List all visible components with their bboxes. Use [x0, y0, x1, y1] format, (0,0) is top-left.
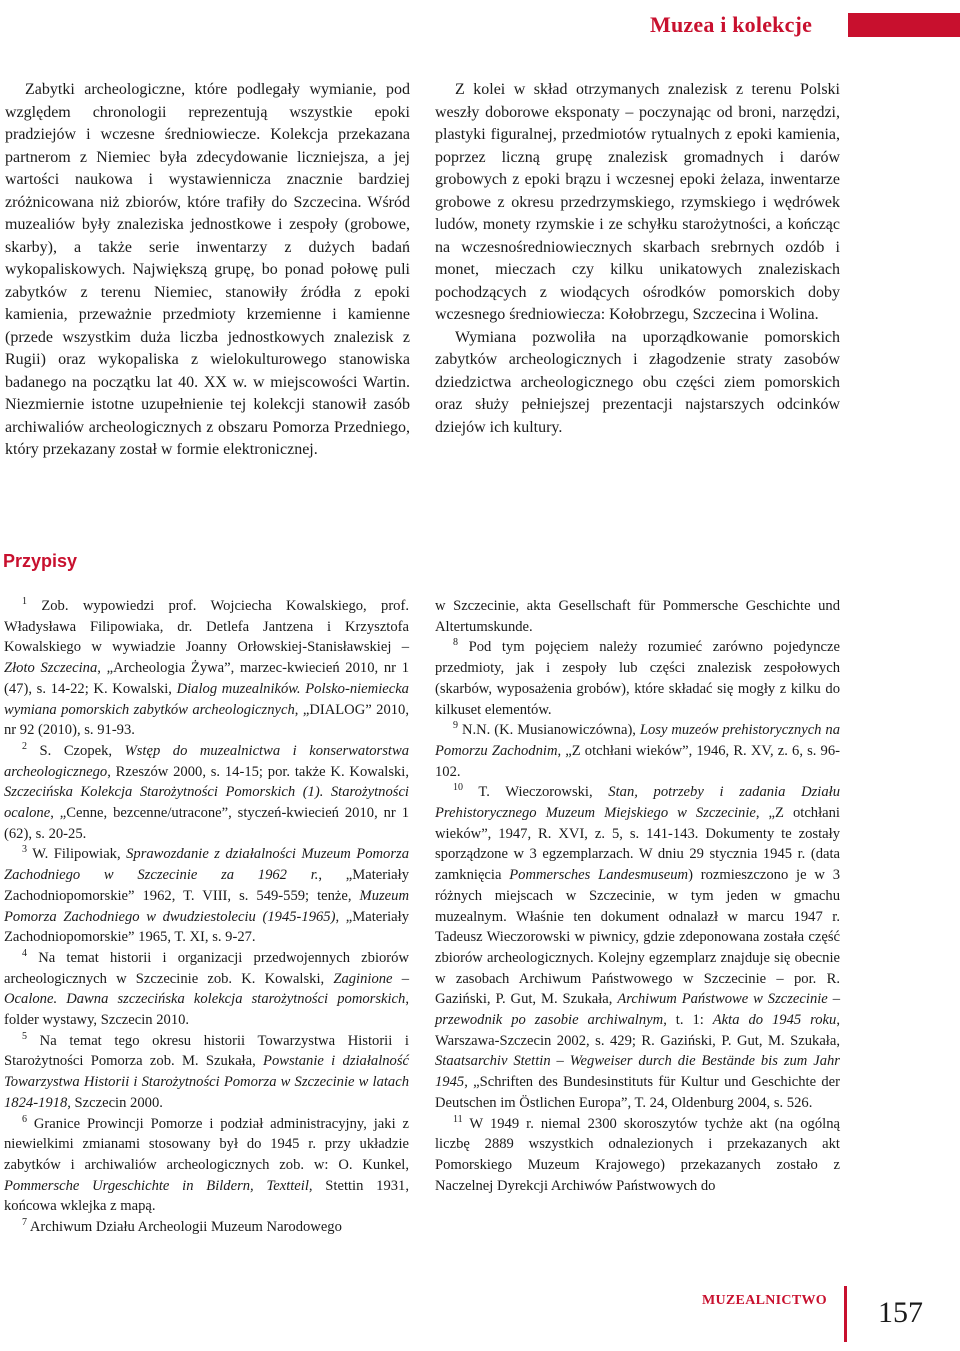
- footnote-text: ) rozmieszczono je w 3 różnych miejscach w Szczecinie, w tym jeden w gmachu muzealnym. Właśnie ten dokument odnalazł w marcu 1947 r. Tadeusz Wieczorowski w piwnicy, gdzie zdeponowana została część zbiorów archeologicznych. Kolejny egzemplarz znajduje się obecnie w zasobach Archiwum Państwowego w Szczecinie – por. R. Gaziński, P. Gut, M. Szukała,: [435, 867, 840, 1008]
- footnote: [4, 1114, 409, 1218]
- footnote-number: 7: [22, 1217, 27, 1229]
- footnote-title: Zaginione – Ocalone. Dawna szczecińska kolekcja starożytności pomorskich: [4, 970, 409, 1008]
- footnote-title: Pommersche Urgeschichte in Bildern, Textteil: [4, 1177, 309, 1194]
- footnote-number: 11: [453, 1113, 463, 1125]
- footnote-text: w Szczecinie, akta Gesellschaft für Pommersche Geschichte und Altertumskunde.: [435, 598, 840, 635]
- footnote-title: Losy muzeów prehistorycznych na Pomorzu Zachodnim: [435, 722, 840, 759]
- footnote-number: 2: [22, 741, 27, 753]
- footnote-text: , Szczecin 2000.: [67, 1094, 163, 1111]
- footnote: [4, 948, 409, 1031]
- section-header: [650, 10, 960, 40]
- footnote-title: Złoto Szczecina: [4, 660, 98, 677]
- footnote-number: 8: [453, 637, 458, 649]
- footnote-text: , „Materiały Zachodniopomorskie” 1965, T. XI, s. 9-27.: [4, 908, 409, 946]
- footnote-text: W 1949 r. niemal 2300 skoroszytów tychże akt (na ogólną liczbę 2889 wszystkich odnalezionych i przekazanych akt Pomorskiego Muzeum Krajowego) przekazanych zostało z Naczelnej Dyrekcji Archiwów Państwowych do: [435, 1115, 840, 1194]
- footnote: [4, 596, 409, 741]
- footnote-text: T. Wieczorowski,: [478, 784, 609, 801]
- footnote-text: , „DIALOG” 2010, nr 92 (2010), s. 91-93.: [4, 701, 409, 739]
- footnote-number: 4: [22, 948, 27, 960]
- footnote-number: 10: [453, 782, 463, 794]
- footnote: [435, 720, 840, 782]
- footnote-number: 5: [22, 1030, 27, 1042]
- footnotes-column-left: [4, 596, 409, 1238]
- footnote-text: Zob. wypowiedzi prof. Wojciecha Kowalskiego, prof. Władysława Filipowiaka, dr. Detlefa Jantzena i Krzysztofa Kowalskiego w wywiadzie Joanny Orłowskiej-Stanisławskiej –: [4, 598, 409, 656]
- body-paragraph: Zabytki archeologiczne, które podlegały wymianie, pod względem chronologii reprezentują wszystkie epoki pradziejów i wczesne średniowiecze. Kolekcja przekazana partnerom z Niemiec była zdecydowanie liczniejsza, a jej wartości naukowa i wystawiennicza znacznie bardziej zróżnicowana niż zbiorów, które trafiły do Szczecina. Wśród muzealiów były znaleziska jednostkowe i zespoły (grobowe, skarby), a także serie inwentarzy z dużych badań wykopaliskowych. Największą grupę, bo ponad połowę puli zabytków z terenu Niemiec, stanowiły źródła z epoki kamienia, przeważnie przedmioty krzemienne i kamienne (przede wszystkim duża liczba jednostkowych znalezisk z Rugii) oraz wykopaliska z wielokulturowego stanowiska badanego na początku lat 40. XX w. w miejscowości Wartin. Niezmiernie istotne uzupełnienie tej kolekcji stanowił zasób archiwaliów archeologicznych z obszaru Pomorza Przedniego, który przekazany został w formie elektronicznej.: [5, 81, 410, 458]
- footnote: [435, 596, 840, 637]
- footnotes-heading: Przypisy: [3, 551, 78, 571]
- footnote-text: , „Z otchłani wieków”, 1947, R. XVI, z. 5, s. 141-143. Dokumenty te zostały sporządzone w 3 egzemplarzach. W dniu 29 stycznia 1945 r. (data zamknięcia: [435, 805, 840, 884]
- footnote-text: , Warszawa-Szczecin 2002, s. 429; R. Gaziński, P. Gut, M. Szukała,: [435, 1012, 840, 1049]
- footnote-text: N.N. (K. Musianowiczówna),: [461, 722, 640, 739]
- footnote-text: , „Z otchłani wieków”, 1946, R. XV, z. 6, s. 96-102.: [435, 742, 840, 780]
- footnote: [4, 1217, 409, 1238]
- section-title: Muzea i kolekcje: [650, 12, 813, 37]
- body-paragraph: Wymiana pozwoliła na uporządkowanie pomorskich zabytków archeologicznych i złagodzenie straty zasobów dziedzictwa archeologicznego obu części ziem pomorskich oraz służy pełniejszej prezentacji najstarszych odcinków dziejów ich kultury.: [435, 328, 840, 436]
- footnote-text: , „Schriften des Bundesinstituts für Kultur und Geschichte der Deutschen im Östlichen Europa”, T. 24, Oldenburg 2004, s. 526.: [435, 1074, 840, 1111]
- footnote: [4, 1031, 409, 1114]
- footnote-text: Na temat tego okresu historii Towarzystwa Historii i Starożytności Pomorza zob. M. Szukała,: [4, 1032, 409, 1070]
- section-color-bar: [848, 13, 960, 37]
- footnote-text: , folder wystawy, Szczecin 2010.: [4, 991, 409, 1029]
- footnote-text: Na temat historii i organizacji przedwojennych zbiorów archeologicznych w Szczecinie zob. K. Kowalski,: [4, 949, 409, 987]
- footnote-text: S. Czopek,: [39, 742, 125, 759]
- footnote-number: 9: [453, 720, 458, 732]
- footnote-text: Archiwum Działu Archeologii Muzeum Narodowego: [29, 1219, 342, 1236]
- footnote: [4, 844, 409, 948]
- footnote-title: Wstęp do muzealnictwa i konserwatorstwa archeologicznego: [4, 742, 409, 780]
- footnote-number: 1: [22, 596, 27, 608]
- footnote-text: W. Filipowiak,: [32, 846, 127, 863]
- footnote-text: , „Materiały Zachodniopomorskie” 1962, T. VIII, s. 549-559; tenże,: [4, 867, 409, 904]
- footnote-title: Szczecińska Kolekcja Starożytności Pomorskich (1). Starożytności ocalone: [4, 784, 409, 822]
- footer-divider: [844, 1286, 847, 1342]
- footnote: [435, 1114, 840, 1197]
- footnote-number: 3: [22, 844, 27, 856]
- footnote-title: Powstanie i działalność Towarzystwa Historii i Starożytności Pomorza w Szczecinie w latach 1824-1918: [4, 1053, 410, 1111]
- footnote-title: Archiwum Państwowe w Szczecinie – przewodnik po zasobie archiwalnym: [435, 991, 840, 1029]
- footnote-text: , t. 1:: [663, 1012, 713, 1029]
- footnote-title: Akta do 1945 roku: [712, 1012, 837, 1029]
- footnote-text: , „Cenne, bezcenne/utracone”, styczeń-kwiecień 2010, nr 1 (62), s. 20-25.: [4, 805, 409, 842]
- footnote-text: , Rzeszów 2000, s. 14-15; por. także K. Kowalski,: [107, 763, 409, 780]
- footnote-title: Sprawozdanie z działalności Muzeum Pomorza Zachodniego w Szczecinie za 1962 r.: [4, 846, 409, 884]
- footnote-title: Stan, potrzeby i zadania Działu Prehistorycznego Muzeum Miejskiego w Szczecinie: [435, 784, 840, 822]
- footnote-title: Staatsarchiv Stettin – Wegweiser durch die Bestände bis zum Jahr 1945: [435, 1053, 840, 1091]
- footnote: [435, 637, 840, 720]
- footnote-number: 6: [22, 1113, 27, 1125]
- footnote-text: , Stettin 1931, końcowa wklejka z mapą.: [4, 1177, 410, 1215]
- footnote-text: , „Archeologia Żywa”, marzec-kwiecień 2010, nr 1 (47), s. 14-22; K. Kowalski,: [4, 660, 409, 697]
- journal-name: MUZEALNICTWO: [702, 1293, 827, 1308]
- body-column-right: [435, 79, 840, 439]
- footnote: [4, 741, 409, 845]
- footnote-text: Pod tym pojęciem należy rozumieć zarówno pojedyncze przedmioty, jak i zespoły lub części znalezisk zespołowych (skarbów, wyposażenia grobów), które składać się mogły z kilku do kilkuset elementów.: [435, 639, 840, 718]
- footnote-text: Granice Prowincji Pomorze i podział administracyjny, jaki z niewielkimi zmianami stosowany był do 1945 r. przy układzie zabytków i archiwaliów archeologicznych zob. w: O. Kunkel,: [4, 1115, 409, 1173]
- footnote-title: Muzeum Pomorza Zachodniego w dwudziestoleciu (1945-1965): [4, 887, 409, 925]
- footnote-title: Dialog muzealników. Polsko-niemiecka wymiana pomorskich zabytków archeologicznych: [4, 680, 409, 718]
- body-paragraph: Z kolei w skład otrzymanych znalezisk z terenu Polski weszły doborowe eksponaty – poczynając od broni, narzędzi, plastyki figuralnej, przedmiotów rytualnych z epoki kamienia, poprzez liczną grupę znalezisk gromadnych i darów grobowych z epoki brązu i wczesnej epoki żelaza, inwentarze grobowe z okresu przedrzymskiego, rzymskiego i wędrówek ludów, monety rzymskie i ze schyłku starożytności, a kończąc na wczesnośredniowiecznych skarbach srebrnych ozdób i monet, mieczach czy kilku unikatowych znaleziskach pochodzących z wiodących ośrodków pomorskich doby wczesnego średniowiecza: Kołobrzegu, Szczecina i Wolina.: [435, 81, 840, 323]
- page-number: 157: [878, 1296, 923, 1329]
- body-column-left: [5, 79, 410, 462]
- footnote: [435, 782, 840, 1113]
- footnote-title: Pommersches Landesmuseum: [509, 867, 689, 884]
- footnotes-column-right: [435, 596, 840, 1196]
